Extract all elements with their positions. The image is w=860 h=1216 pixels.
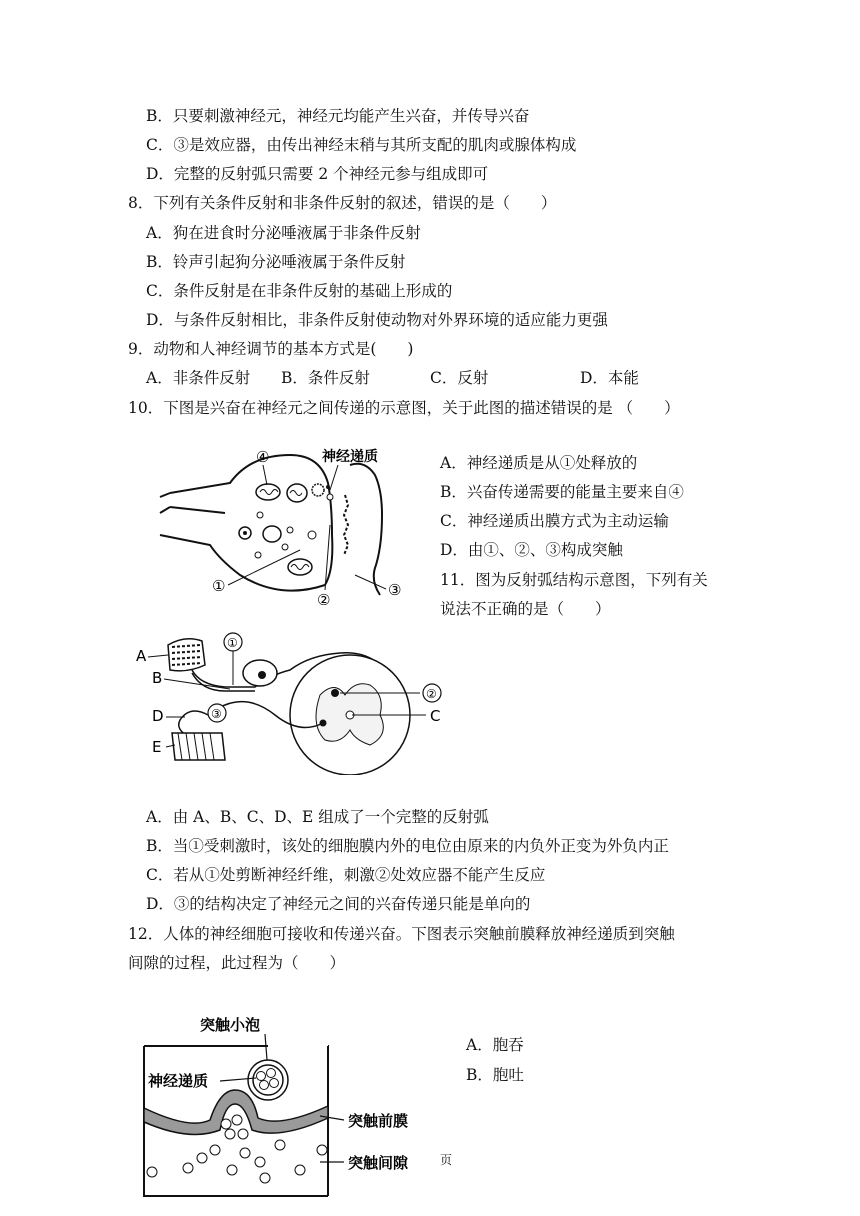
mark-1: ① (212, 577, 226, 595)
q10-stem: 10．下图是兴奋在神经元之间传递的示意图，关于此图的描述错误的是 （ ） (128, 399, 680, 417)
q12-stem-line2: 间隙的过程，此过程为（ ） (128, 954, 346, 972)
q11-option-d: D．③的结构决定了神经元之间的兴奋传递只能是单向的 (146, 895, 531, 913)
q11-option-c: C．若从①处剪断神经纤维，刺激②处效应器不能产生反应 (146, 866, 546, 884)
q11-option-a: A．由 A、B、C、D、E 组成了一个完整的反射弧 (146, 808, 489, 826)
label-3: ③ (211, 707, 222, 721)
label-2: ② (426, 687, 437, 701)
q8-option-d: D．与条件反射相比，非条件反射使动物对外界环境的适应能力更强 (146, 311, 608, 329)
vesicle-label: 突触小泡 (200, 1016, 261, 1034)
label-d: D (152, 707, 164, 725)
q8-stem: 8．下列有关条件反射和非条件反射的叙述，错误的是（ ） (128, 194, 557, 212)
q8-option-b: B．铃声引起狗分泌唾液属于条件反射 (146, 253, 406, 271)
label-e: E (152, 738, 162, 756)
q12-stem-line1: 12．人体的神经细胞可接收和传递兴奋。下图表示突触前膜释放神经递质到突触 (128, 925, 675, 943)
label-c: C (430, 707, 441, 725)
label-b: B (152, 669, 163, 687)
mark-4: ④ (256, 448, 270, 466)
q11-option-b: B．当①受刺激时，该处的细胞膜内外的电位由原来的内负外正变为外负内正 (146, 837, 669, 855)
mark-2: ② (317, 591, 331, 605)
q7-option-d: D．完整的反射弧只需要 2 个神经元参与组成即可 (146, 165, 489, 183)
exocytosis-figure (140, 1010, 440, 1200)
q9-option-b: B．条件反射 (281, 369, 370, 387)
q8-option-a: A．狗在进食时分泌唾液属于非条件反射 (146, 224, 421, 242)
label-a: A (136, 647, 147, 665)
q9-option-d: D．本能 (580, 369, 639, 387)
q7-option-c: C．③是效应器，由传出神经末稍与其所支配的肌肉或腺体构成 (146, 136, 577, 154)
reflex-arc-figure (130, 625, 470, 775)
q12-option-b: B．胞吐 (466, 1066, 524, 1084)
q10-option-a: A．神经递质是从①处释放的 (440, 454, 638, 472)
q11-stem-line1: 11．图为反射弧结构示意图，下列有关 (440, 571, 708, 589)
q10-option-b: B．兴奋传递需要的能量主要来自④ (440, 483, 684, 501)
transmitter-label: 神经递质 (322, 449, 378, 465)
q8-option-c: C．条件反射是在非条件反射的基础上形成的 (146, 282, 453, 300)
q7-option-b: B．只要刺激神经元，神经元均能产生兴奋，并传导兴奋 (146, 107, 530, 125)
q10-option-d: D．由①、②、③构成突触 (440, 541, 623, 559)
cleft-label: 突触间隙 (348, 1154, 409, 1172)
q9-option-a: A．非条件反射 (146, 369, 251, 387)
mark-3: ③ (388, 581, 402, 599)
q9-option-c: C．反射 (430, 369, 489, 387)
q10-option-c: C．神经递质出膜方式为主动运输 (440, 512, 669, 530)
pre-membrane-label: 突触前膜 (348, 1112, 409, 1130)
page-footer: 页 (440, 1153, 453, 1167)
label-1: ① (227, 636, 238, 650)
transmitter-label-12: 神经递质 (148, 1072, 209, 1090)
q12-option-a: A．胞吞 (466, 1036, 524, 1054)
q9-stem: 9．动物和人神经调节的基本方式是( ) (128, 340, 414, 358)
synapse-figure (150, 435, 420, 605)
q11-stem-line2: 说法不正确的是（ ） (440, 600, 611, 618)
